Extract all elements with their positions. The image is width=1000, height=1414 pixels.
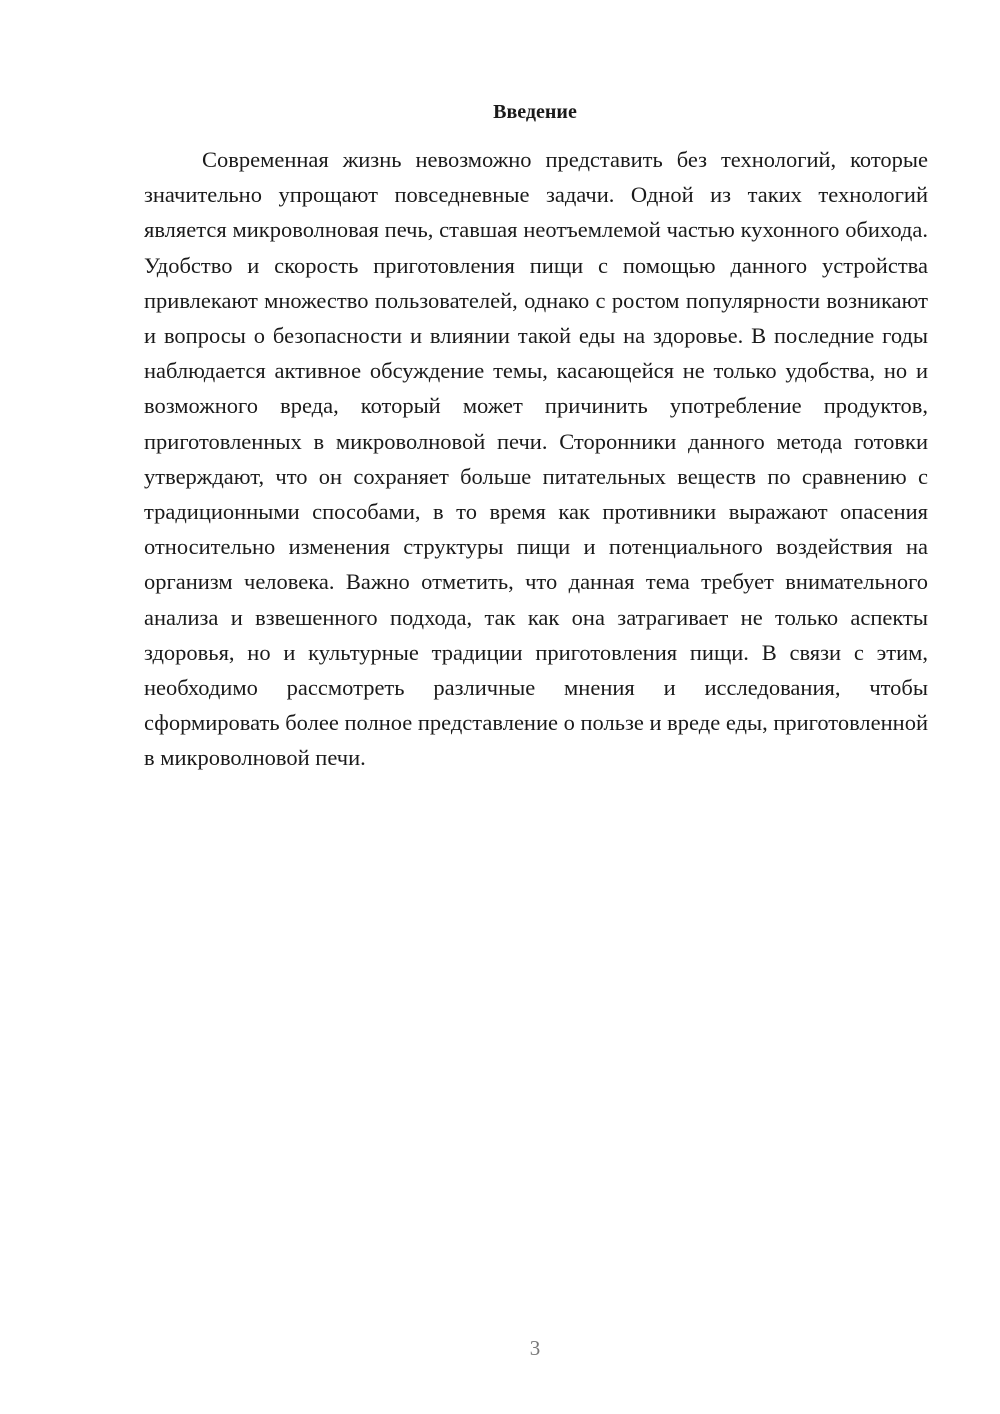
body-paragraph: Современная жизнь невозможно представить без технологий, которые значительно упрощают повседневные задачи. Одной из таких технологий является микроволновая печь, ставшая неотъемлемой частью кухонного обихода. Удобство и скорость приготовления пищи с помощью данного устройства привлекают множество пользователей, однако с ростом популярности возникают и вопросы о безопасности и влиянии такой еды на здоровье. В последние годы наблюдается активное обсуждение темы, касающейся не только удобства, но и возможного вреда, который может причинить употребление продуктов, приготовленных в микроволновой печи. Сторонники данного метода готовки утверждают, что он сохраняет больше питательных веществ по сравнению с традиционными способами, в то время как противники выражают опасения относительно изменения структуры пищи и потенциального воздействия на организм человека. Важно отметить, что данная тема требует внимательного анализа и взвешенного подхода, так как она затрагивает не только аспекты здоровья, но и культурные традиции приготовления пищи. В связи с этим, необходимо рассмотреть различные мнения и исследования, чтобы сформировать более полное представление о пользе и вреде еды, приготовленной в микроволновой печи. (144, 147, 928, 771)
page-number: 3 (529, 1336, 541, 1360)
section-heading: Введение (493, 101, 577, 123)
